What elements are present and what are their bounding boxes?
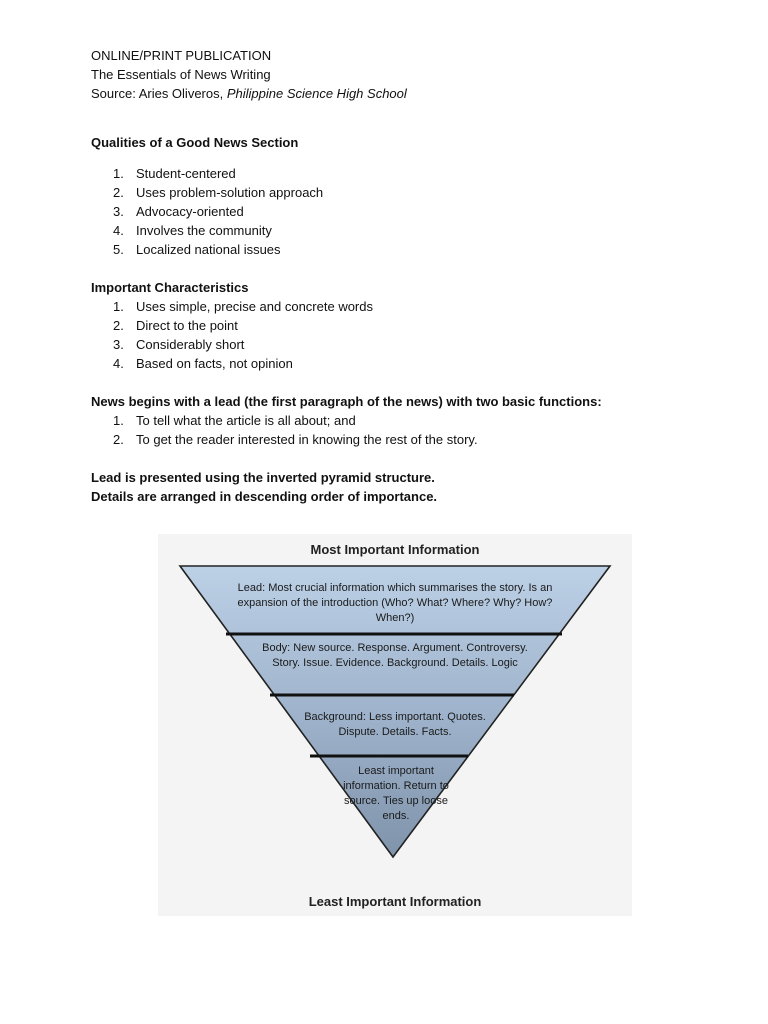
list-item: 2. Uses problem-solution approach bbox=[113, 185, 324, 200]
list-item: 2. Direct to the point bbox=[113, 318, 238, 333]
document-text bbox=[91, 46, 711, 506]
pyramid-intro-line-2: Details are arranged in descending order of importance. bbox=[91, 489, 438, 504]
list-item: 3. Considerably short bbox=[113, 337, 245, 352]
list-item: 1. To tell what the article is all about; and bbox=[113, 413, 356, 428]
most-important-label: Most Important Information bbox=[310, 542, 480, 557]
list-item: 5. Localized national issues bbox=[113, 242, 281, 257]
list-item: 2. To get the reader interested in knowing the rest of the story. bbox=[113, 432, 478, 447]
body-layer-text: Body: New source. Response. Argument. Controversy. Story. Issue. Evidence. Background. Details. Logic bbox=[262, 642, 528, 669]
lead-functions-list bbox=[91, 411, 711, 449]
source-line bbox=[91, 84, 711, 103]
inverted-pyramid-diagram bbox=[158, 534, 632, 916]
publication-type: ONLINE/PRINT PUBLICATION bbox=[91, 48, 272, 63]
characteristics-list bbox=[91, 297, 711, 373]
document-title: The Essentials of News Writing bbox=[91, 67, 271, 82]
background-layer-text: Background: Less important. Quotes. Dispute. Details. Facts. bbox=[304, 711, 486, 738]
list-item: 3. Advocacy-oriented bbox=[113, 204, 244, 219]
qualities-list bbox=[91, 164, 711, 259]
list-item: 4. Based on facts, not opinion bbox=[113, 356, 293, 371]
characteristics-heading: Important Characteristics bbox=[91, 280, 249, 295]
qualities-heading: Qualities of a Good News Section bbox=[91, 135, 299, 150]
list-item: 1. Uses simple, precise and concrete words bbox=[113, 299, 373, 314]
source-school: Philippine Science High School bbox=[226, 86, 407, 101]
least-important-layer-text: Least important information. Return to source. Ties up loose ends. bbox=[343, 765, 449, 822]
least-important-label: Least Important Information bbox=[308, 894, 482, 909]
list-item: 4. Involves the community bbox=[113, 223, 272, 238]
lead-layer-text: Lead: Most crucial information which summarises the story. Is an expansion of the introduction (Who? What? Where? Why? How? When?) bbox=[237, 582, 553, 624]
source-label: Source: Aries Oliveros, bbox=[91, 86, 227, 101]
pyramid-intro-line-1: Lead is presented using the inverted pyramid structure. bbox=[91, 470, 435, 485]
lead-heading: News begins with a lead (the first paragraph of the news) with two basic functions: bbox=[91, 394, 602, 409]
list-item: 1. Student-centered bbox=[113, 166, 236, 181]
